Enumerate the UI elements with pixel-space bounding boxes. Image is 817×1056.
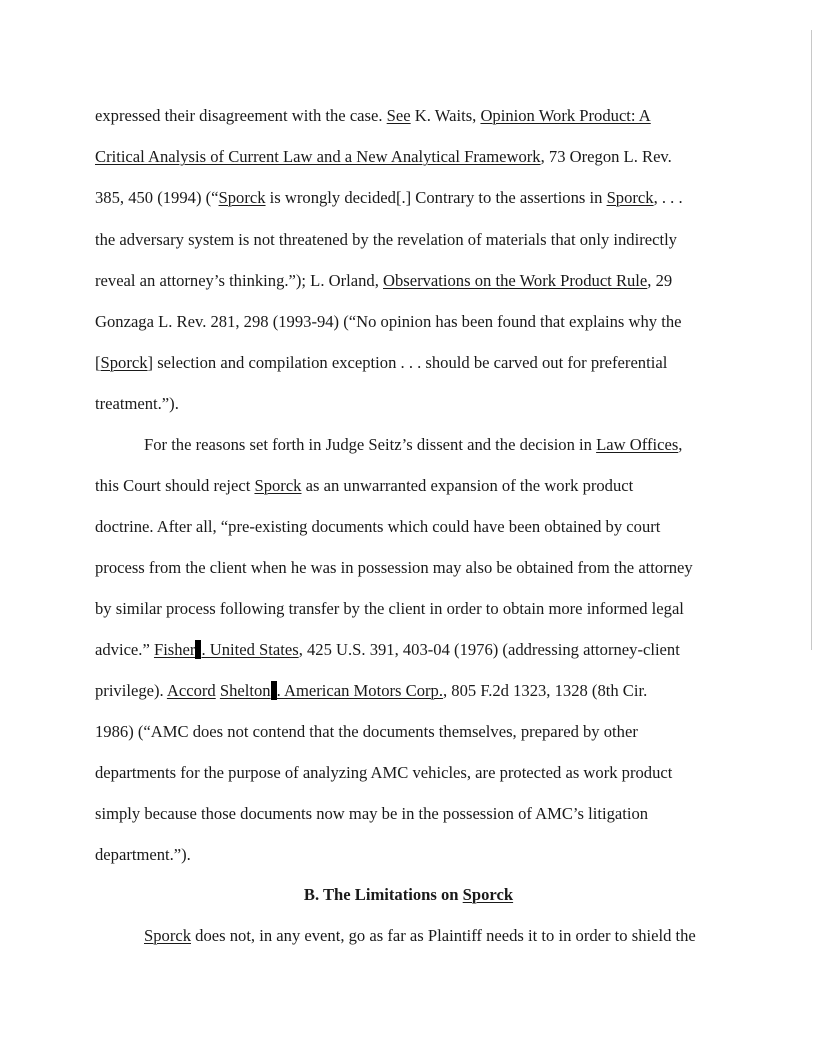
- case-name: Sporck: [100, 353, 148, 372]
- body-line: 385, 450 (1994) (“Sporck is wrongly decided[.] Contrary to the assertions in Sporck, . . .: [95, 188, 683, 207]
- case-name: Law Offices: [596, 435, 679, 454]
- page-edge-line: [811, 30, 812, 650]
- case-name: Fisher: [153, 640, 196, 659]
- body-line: [Sporck] selection and compilation exception . . . should be carved out for preferential: [95, 353, 668, 372]
- body-line: Sporck does not, in any event, go as far as Plaintiff needs it to in order to shield the: [144, 926, 696, 945]
- citation-signal: See: [386, 106, 411, 125]
- article-title: Observations on the Work Product Rule: [383, 271, 648, 290]
- case-name: . American Motors Corp.: [276, 681, 443, 700]
- case-name: Sporck: [144, 926, 192, 945]
- body-line: Critical Analysis of Current Law and a New Analytical Framework, 73 Oregon L. Rev.: [95, 147, 672, 166]
- article-title: Critical Analysis of Current Law and a New Analytical Framework: [95, 147, 541, 166]
- body-line: expressed their disagreement with the case. See K. Waits, Opinion Work Product: A: [95, 106, 651, 125]
- case-name: Shelton: [219, 681, 271, 700]
- case-name: Sporck: [606, 188, 654, 207]
- body-line: 1986) (“AMC does not contend that the documents themselves, prepared by other: [95, 722, 638, 741]
- body-line: privilege). Accord Shelton . American Motors Corp., 805 F.2d 1323, 1328 (8th Cir.: [95, 681, 648, 700]
- body-line: simply because those documents now may be in the possession of AMC’s litigation: [95, 804, 649, 823]
- case-name: . United States: [201, 640, 299, 659]
- body-line: doctrine. After all, “pre-existing documents which could have been obtained by court: [95, 517, 661, 536]
- case-name: Sporck: [462, 885, 514, 904]
- body-line: process from the client when he was in possession may also be obtained from the attorney: [95, 558, 693, 577]
- body-line: by similar process following transfer by the client in order to obtain more informed legal: [95, 599, 684, 618]
- citation-signal: Accord: [166, 681, 216, 700]
- section-heading: B. The Limitations on Sporck: [303, 885, 514, 904]
- body-line: this Court should reject Sporck as an unwarranted expansion of the work product: [95, 476, 634, 495]
- body-line: departments for the purpose of analyzing AMC vehicles, are protected as work product: [95, 763, 673, 782]
- body-line: department.”).: [95, 845, 191, 864]
- body-line: Gonzaga L. Rev. 281, 298 (1993-94) (“No opinion has been found that explains why the: [95, 312, 682, 331]
- body-line: the adversary system is not threatened by the revelation of materials that only indirectly: [95, 230, 677, 249]
- body-line: advice.” Fisher . United States, 425 U.S. 391, 403-04 (1976) (addressing attorney-client: [95, 640, 680, 659]
- body-line: treatment.”).: [95, 394, 179, 413]
- article-title: Opinion Work Product: A: [480, 106, 651, 125]
- body-line: reveal an attorney’s thinking.”); L. Orland, Observations on the Work Product Rule, 29: [95, 271, 673, 290]
- body-line: For the reasons set forth in Judge Seitz’s dissent and the decision in Law Offices,: [144, 435, 683, 454]
- case-name: Sporck: [254, 476, 302, 495]
- case-name: Sporck: [218, 188, 266, 207]
